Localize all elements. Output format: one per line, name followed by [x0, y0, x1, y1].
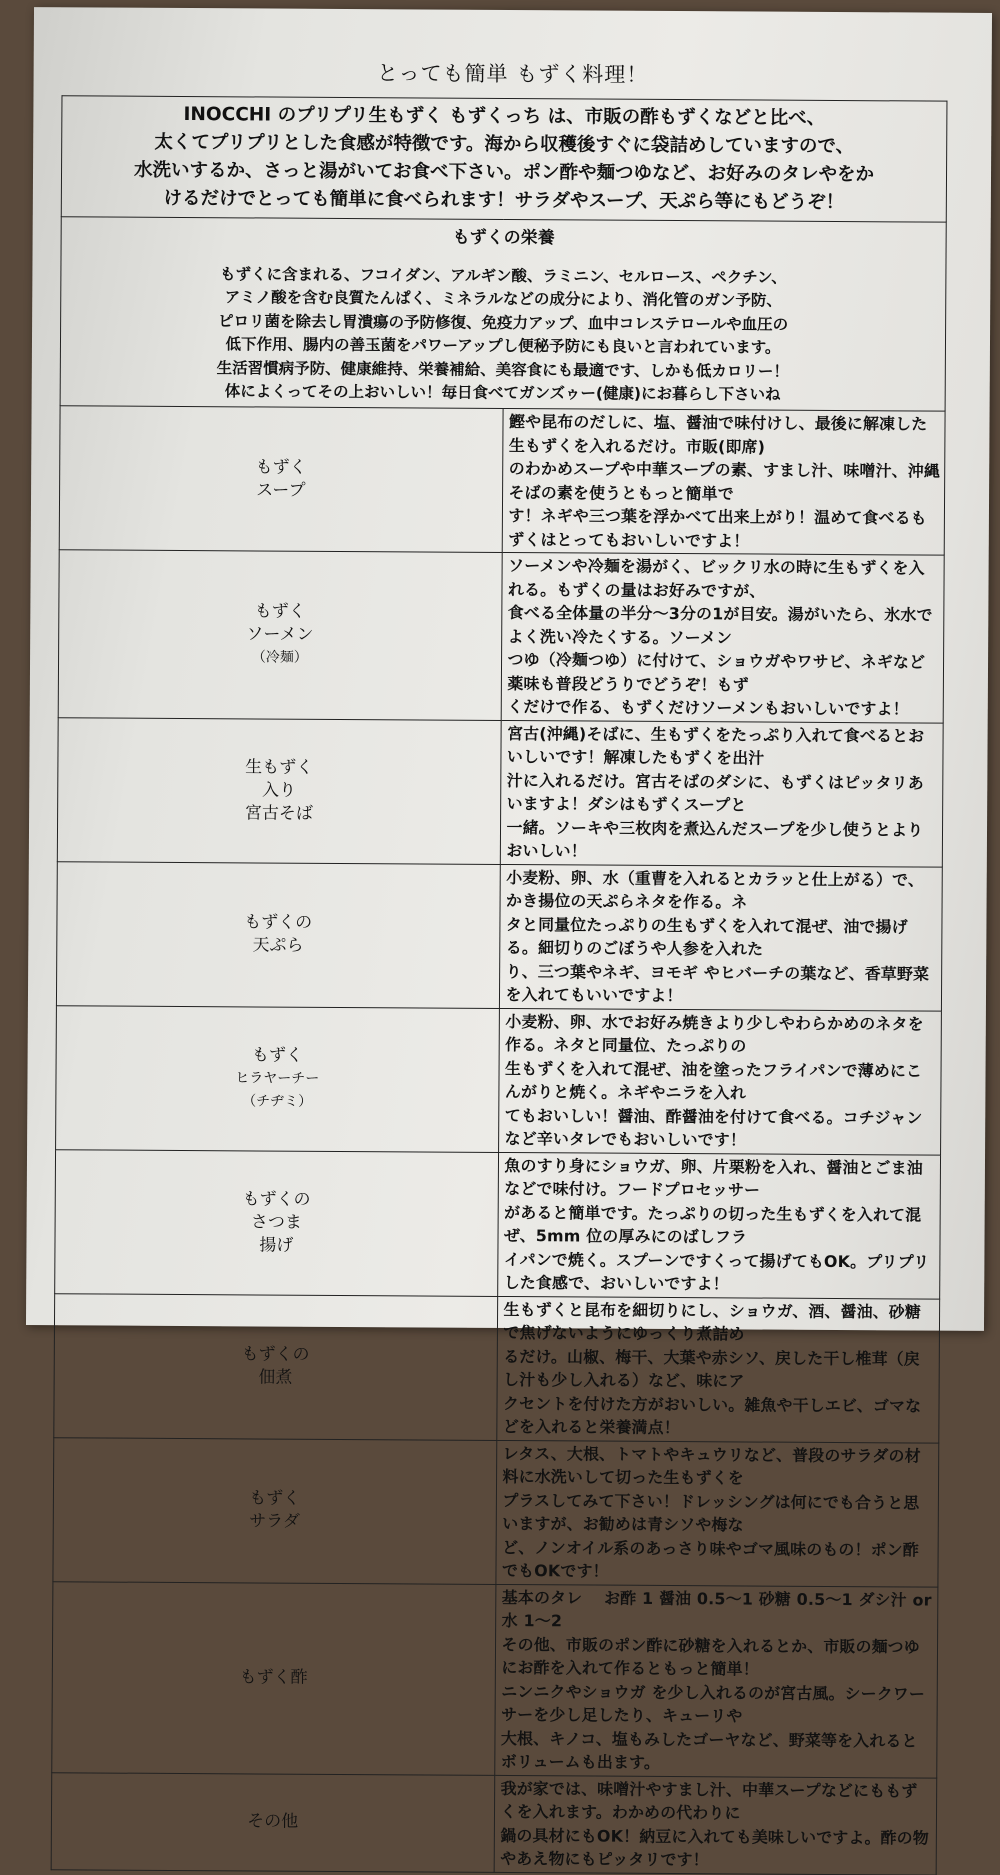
paper-sheet — [26, 7, 992, 1870]
recipe-label-line: 佃煮 — [258, 1367, 293, 1388]
recipe-label-line: もずくの — [241, 1344, 310, 1365]
recipe-label — [56, 1005, 499, 1152]
recipe-text-line: その他、市販のポン酢に砂糖を入れるとか、市販の麺つゆにお酢を入れて作るともっと簡単！ — [501, 1634, 920, 1679]
nutrition-line: アミノ酸を含む良質たんぱく、ミネラルなどの成分により、消化管のガン予防、 — [224, 288, 782, 311]
recipe-text — [496, 1296, 939, 1443]
recipe-text — [494, 1775, 937, 1875]
recipe-label-line: その他 — [247, 1811, 299, 1832]
recipe-label — [56, 861, 499, 1008]
recipe-text-line: タと同量位たっぷりの生もずくを入れて混ぜ、油で揚げる。細切りのごぼうや人参を入れた — [505, 914, 908, 959]
recipe-label-line: もずく — [254, 601, 306, 622]
recipe-text-line: 小麦粉、卵、水でお好み焼きより少しやわらかめのネタを作る。ネタと同量位、たっぷりの — [505, 1011, 924, 1056]
recipe-label — [55, 1149, 498, 1296]
recipe-text-line: ニンニクやショウガ を少し入れるのが宮古風。シークワーサーを少し足したり、キューリや — [501, 1681, 926, 1726]
recipe-label-line: もずく — [251, 1044, 303, 1066]
recipe-text — [497, 1152, 940, 1299]
recipe-table — [51, 95, 948, 1875]
recipe-row — [55, 1149, 941, 1298]
intro-line: INOCCHI のプリプリ生もずく もずくっち は、市販の酢もずくなどと比べ、 — [183, 104, 826, 129]
intro-line: 太くてプリプリとした食感が特徴です。海から収穫後すぐに袋詰めしていますので、 — [154, 131, 855, 158]
nutrition-row — [60, 217, 946, 411]
recipe-text-line: プラスしてみて下さい！ドレッシングは何にでも合うと思いますが、お勧めは青シソや梅な — [502, 1490, 920, 1535]
recipe-text-line: 一緒。ソーキや三枚肉を煮込んだスープを少し使うとよりおいしい！ — [506, 817, 924, 861]
recipe-text — [495, 1440, 938, 1587]
recipe-text — [502, 408, 945, 555]
recipe-label-line: スープ — [256, 479, 306, 501]
recipe-text-line: 鰹や昆布のだしに、塩、醤油で味付けし、最後に解凍した生もずくを入れるだけ。市販(即席) — [508, 411, 928, 457]
intro-line: 水洗いするか、さっと湯がいてお食べ下さい。ポン酢や麺つゆなど、お好みのタレやをか — [133, 159, 875, 186]
recipe-label-line: 宮古そば — [244, 802, 313, 824]
recipe-label — [57, 717, 500, 864]
nutrition-line: 体によくってその上おいしい！毎日食べてガンズゥー(健康)にお暮らし下さいね — [224, 382, 781, 404]
recipe-label-line: ヒラヤーチー — [235, 1069, 320, 1087]
recipe-text — [501, 552, 945, 722]
recipe-label-line: サラダ — [249, 1511, 301, 1532]
recipe-text-line: 鍋の具材にもOK！納豆に入れても美味しいですよ。酢の物やあえ物にもピッタリです！ — [500, 1825, 929, 1870]
recipe-label-line: 天ぷら — [252, 935, 304, 956]
recipe-row — [51, 1772, 937, 1874]
recipe-label — [58, 550, 502, 720]
recipe-text — [498, 1008, 941, 1155]
recipe-text-line: ソーメンや冷麺を湯がく、ビックリ水の時に生もずくを入れる。もずくの量はお好みですが、 — [507, 555, 925, 601]
recipe-text-line: クセントを付けた方がおいしい。雑魚や干しエビ、ゴマなどを入れると栄養満点！ — [502, 1393, 922, 1438]
recipe-text — [494, 1584, 938, 1778]
nutrition-line: 生活習慣病予防、健康維持、栄養補給、美容食にも最適です、しかも低カロリー！ — [216, 358, 790, 381]
recipe-label-line: もずくの — [242, 1188, 311, 1210]
recipe-text-line: 汁に入れるだけ。宮古そばのダシに、もずくはピッタリあいますよ！ダシはもずくスープと — [506, 770, 924, 815]
recipe-row — [54, 1293, 940, 1442]
recipe-label-line: もずく酢 — [239, 1667, 308, 1688]
recipe-label — [53, 1437, 496, 1584]
recipe-text-line: のわかめスープや中華スープの素、すまし汁、味噌汁、沖縄そばの素を使うともっと簡単で — [508, 458, 941, 503]
recipe-text-line: 生もずくを入れて混ぜ、油を塗ったフライパンで薄めにこんがりと焼く。ネギやニラを入れ — [504, 1058, 923, 1103]
recipe-text-line: つゆ（冷麺つゆ）に付けて、ショウガやワサビ、ネギなど薬味も普段どうりでどうぞ！もず — [507, 649, 926, 694]
recipe-label-line: さつま — [250, 1211, 302, 1233]
recipe-label-line: （冷麺） — [251, 649, 308, 666]
recipe-text-line: 基本のタレ お酢 1 醤油 0.5～1 砂糖 0.5～1 ダシ汁 or 水 1～2 — [501, 1587, 932, 1631]
recipe-text-line: レタス、大根、トマトやキュウリなど、普段のサラダの材料に水洗いして切った生もずくを — [502, 1443, 921, 1488]
recipe-row — [59, 406, 945, 555]
recipe-label-line: 生もずく — [245, 756, 314, 778]
recipe-row — [53, 1437, 939, 1586]
recipe-text-line: があると簡単です。たっぷりの切った生もずくを入れて混ぜ、5mm 位の厚みにのばしフラ — [503, 1202, 922, 1247]
recipe-row — [58, 550, 944, 723]
recipe-text-line: 生もずくと昆布を細切りにし、ショウガ、酒、醤油、砂糖で焦げないようにゆっくり煮詰め — [503, 1299, 922, 1344]
recipe-label — [51, 1772, 494, 1872]
recipe-text-line: 魚のすり身にショウガ、卵、片栗粉を入れ、醤油とごま油などで味付け。フードプロセッサー — [504, 1155, 923, 1200]
recipe-row — [52, 1581, 938, 1777]
recipe-row — [56, 861, 942, 1010]
recipe-label-line: 入り — [261, 779, 297, 801]
recipe-text-line: り、三つ葉やネギ、ヨモギ やヒバーチの葉など、香草野菜を入れてもいいですよ！ — [505, 961, 930, 1006]
recipe-text-line: てもおいしい！醤油、酢醤油を付けて食べる。コチジャンなど辛いタレでもおいしいです！ — [504, 1105, 923, 1150]
intro-row — [61, 96, 947, 222]
nutrition-heading: もずくの栄養 — [452, 227, 555, 248]
page-title: とっても簡単 もずく料理！ — [376, 61, 649, 87]
recipe-text-line: 小麦粉、卵、水（重曹を入れるとカラッと仕上がる）で、かき揚位の天ぷらネタを作る。ネ — [506, 867, 925, 912]
nutrition-cell — [60, 217, 946, 411]
recipe-label — [59, 406, 502, 553]
recipe-label — [52, 1581, 496, 1775]
recipe-label-line: ソーメン — [246, 624, 314, 645]
recipe-text-line: くだけで作る、もずくだけソーメンもおいしいですよ！ — [507, 696, 909, 719]
nutrition-line: もずくに含まれる、フコイダン、アルギン酸、ラミニン、セルロース、ペクチン、 — [219, 265, 787, 287]
recipe-text — [500, 720, 943, 867]
recipe-label-line: もずく — [249, 1488, 301, 1509]
recipe-text-line: 大根、キノコ、塩もみしたゴーヤなど、野菜等を入れるとボリュームも出ます。 — [500, 1728, 918, 1772]
recipe-label-line: （チヂミ） — [242, 1092, 313, 1110]
recipe-label-line: もずくの — [244, 912, 313, 933]
recipe-text-line: 宮古(沖縄)そばに、生もずくをたっぷり入れて食べるとおいしいです！解凍したもずくを出汁 — [506, 723, 925, 768]
nutrition-line: 低下作用、腸内の善玉菌をパワーアップし便秘予防にも良いと言われています。 — [225, 335, 781, 357]
recipe-text-line: ど、ノンオイル系のあっさり味やゴマ風味のもの！ポン酢でもOKです！ — [501, 1537, 919, 1581]
recipe-text-line: イパンで焼く。スプーンですくって揚げてもOK。プリプリした食感で、おいしいですよ！ — [503, 1249, 930, 1294]
recipe-label-line: もずく — [255, 456, 307, 478]
recipe-label — [54, 1293, 497, 1440]
recipe-text — [499, 864, 942, 1011]
recipe-text-line: るだけ。山椒、梅干、大葉や赤シソ、戻した干し椎茸（戻し汁も少し入れる）など、味にア — [503, 1346, 920, 1391]
recipe-text-line: 食べる全体量の半分～3分の1が目安。湯がいたら、氷水でよく洗い冷たくする。ソーメン — [507, 602, 933, 647]
recipe-text-line: す！ネギや三つ葉を浮かべて出来上がり！温めて食べるもずくはとってもおいしいですよ！ — [508, 505, 927, 550]
intro-cell — [61, 96, 947, 222]
recipe-label-line: 揚げ — [259, 1234, 294, 1256]
recipe-row — [57, 717, 943, 866]
recipe-text-line: 我が家では、味噌汁やすまし汁、中華スープなどにももずくを入れます。わかめの代わりに — [500, 1778, 918, 1823]
intro-line: けるだけでとっても簡単に食べられます！サラダやスープ、天ぷら等にもどうぞ！ — [163, 187, 845, 214]
recipe-row — [56, 1005, 942, 1154]
nutrition-line: ピロリ菌を除去し胃潰瘍の予防修復、免疫力アップ、血中コレステロールや血圧の — [218, 312, 789, 334]
